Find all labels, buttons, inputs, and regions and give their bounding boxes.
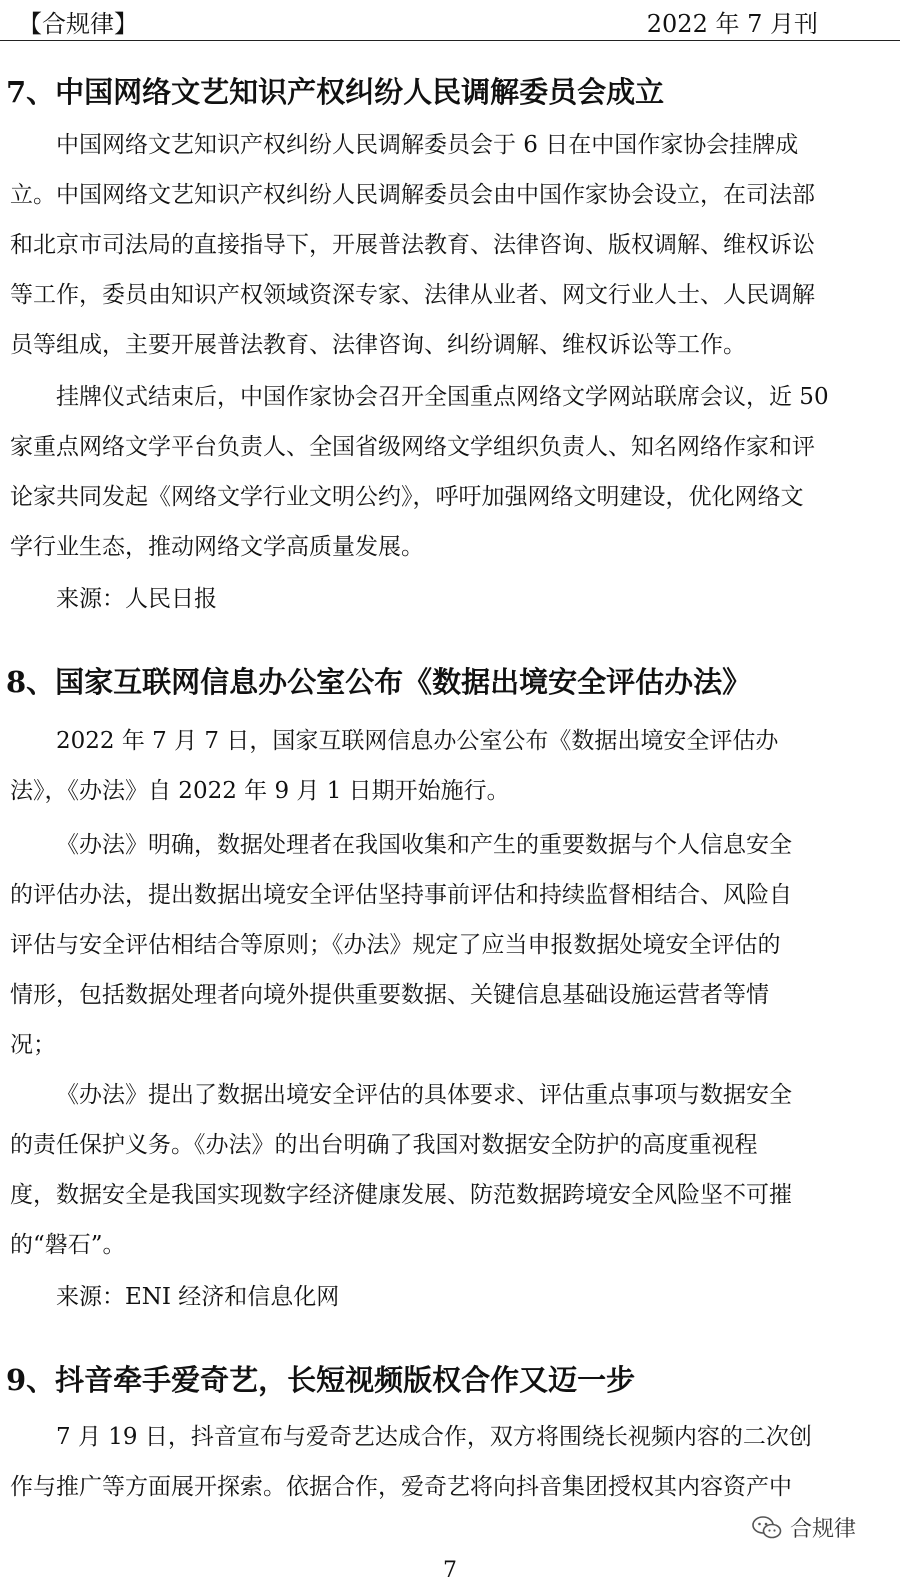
- text-line: 家重点网络文学平台负责人、全国省级网络文学组织负责人、知名网络作家和评: [10, 434, 815, 460]
- text-line: 度，数据安全是我国实现数字经济健康发展、防范数据跨境安全风险坚不可摧: [10, 1182, 792, 1208]
- text-line: 和北京市司法局的直接指导下，开展普法教育、法律咨询、版权调解、维权诉讼: [10, 232, 815, 258]
- text-line: 的责任保护义务。《办法》的出台明确了我国对数据安全防护的高度重视程: [10, 1132, 758, 1158]
- text-line: 《办法》提出了数据出境安全评估的具体要求、评估重点事项与数据安全: [56, 1082, 792, 1108]
- page-header: [0, 0, 900, 44]
- article-source: 来源：ENI 经济和信息化网: [56, 1284, 340, 1310]
- watermark: [752, 1512, 856, 1543]
- header-journal-name: 【合规律】: [18, 10, 138, 38]
- text-line: 的评估办法，提出数据出境安全评估坚持事前评估和持续监督相结合、风险自: [10, 882, 792, 908]
- page-number: 7: [443, 1558, 457, 1583]
- text-line: 立。中国网络文艺知识产权纠纷人民调解委员会由中国作家协会设立，在司法部: [10, 182, 815, 208]
- text-line: 2022 年 7 月 7 日，国家互联网信息办公室公布《数据出境安全评估办: [56, 728, 779, 754]
- article-title: 8、国家互联网信息办公室公布《数据出境安全评估办法》: [6, 665, 752, 699]
- text-line: 作与推广等方面展开探索。依据合作，爱奇艺将向抖音集团授权其内容资产中: [10, 1474, 792, 1500]
- text-line: 法》，《办法》自 2022 年 9 月 1 日期开始施行。: [10, 778, 510, 804]
- article-title: 9、抖音牵手爱奇艺，长短视频版权合作又迈一步: [6, 1363, 636, 1397]
- text-line: 挂牌仪式结束后，中国作家协会召开全国重点网络文学网站联席会议，近 50: [56, 384, 829, 410]
- article-source: 来源：人民日报: [56, 586, 217, 612]
- text-line: 评估与安全评估相结合等原则；《办法》规定了应当申报数据处境安全评估的: [10, 932, 781, 958]
- header-issue-date: 2022 年 7 月刊: [646, 10, 818, 38]
- watermark-text: 合规律: [789, 1517, 856, 1542]
- text-line: 况；: [10, 1032, 56, 1058]
- text-line: 7 月 19 日，抖音宣布与爱奇艺达成合作，双方将围绕长视频内容的二次创: [56, 1424, 812, 1450]
- text-line: 《办法》明确，数据处理者在我国收集和产生的重要数据与个人信息安全: [56, 832, 792, 858]
- text-line: 中国网络文艺知识产权纠纷人民调解委员会于 6 日在中国作家协会挂牌成: [56, 132, 799, 158]
- text-line: 学行业生态，推动网络文学高质量发展。: [10, 534, 424, 560]
- text-line: 等工作，委员由知识产权领域资深专家、法律从业者、网文行业人士、人民调解: [10, 282, 815, 308]
- text-line: 情形，包括数据处理者向境外提供重要数据、关键信息基础设施运营者等情: [10, 982, 769, 1008]
- text-line: 的“磐石”。: [10, 1232, 126, 1258]
- article-title: 7、中国网络文艺知识产权纠纷人民调解委员会成立: [6, 75, 665, 109]
- wechat-icon: [752, 1515, 782, 1541]
- text-line: 论家共同发起《网络文学行业文明公约》，呼吁加强网络文明建设，优化网络文: [10, 484, 804, 510]
- text-line: 员等组成，主要开展普法教育、法律咨询、纠纷调解、维权诉讼等工作。: [10, 332, 746, 358]
- header-rule: [0, 40, 900, 41]
